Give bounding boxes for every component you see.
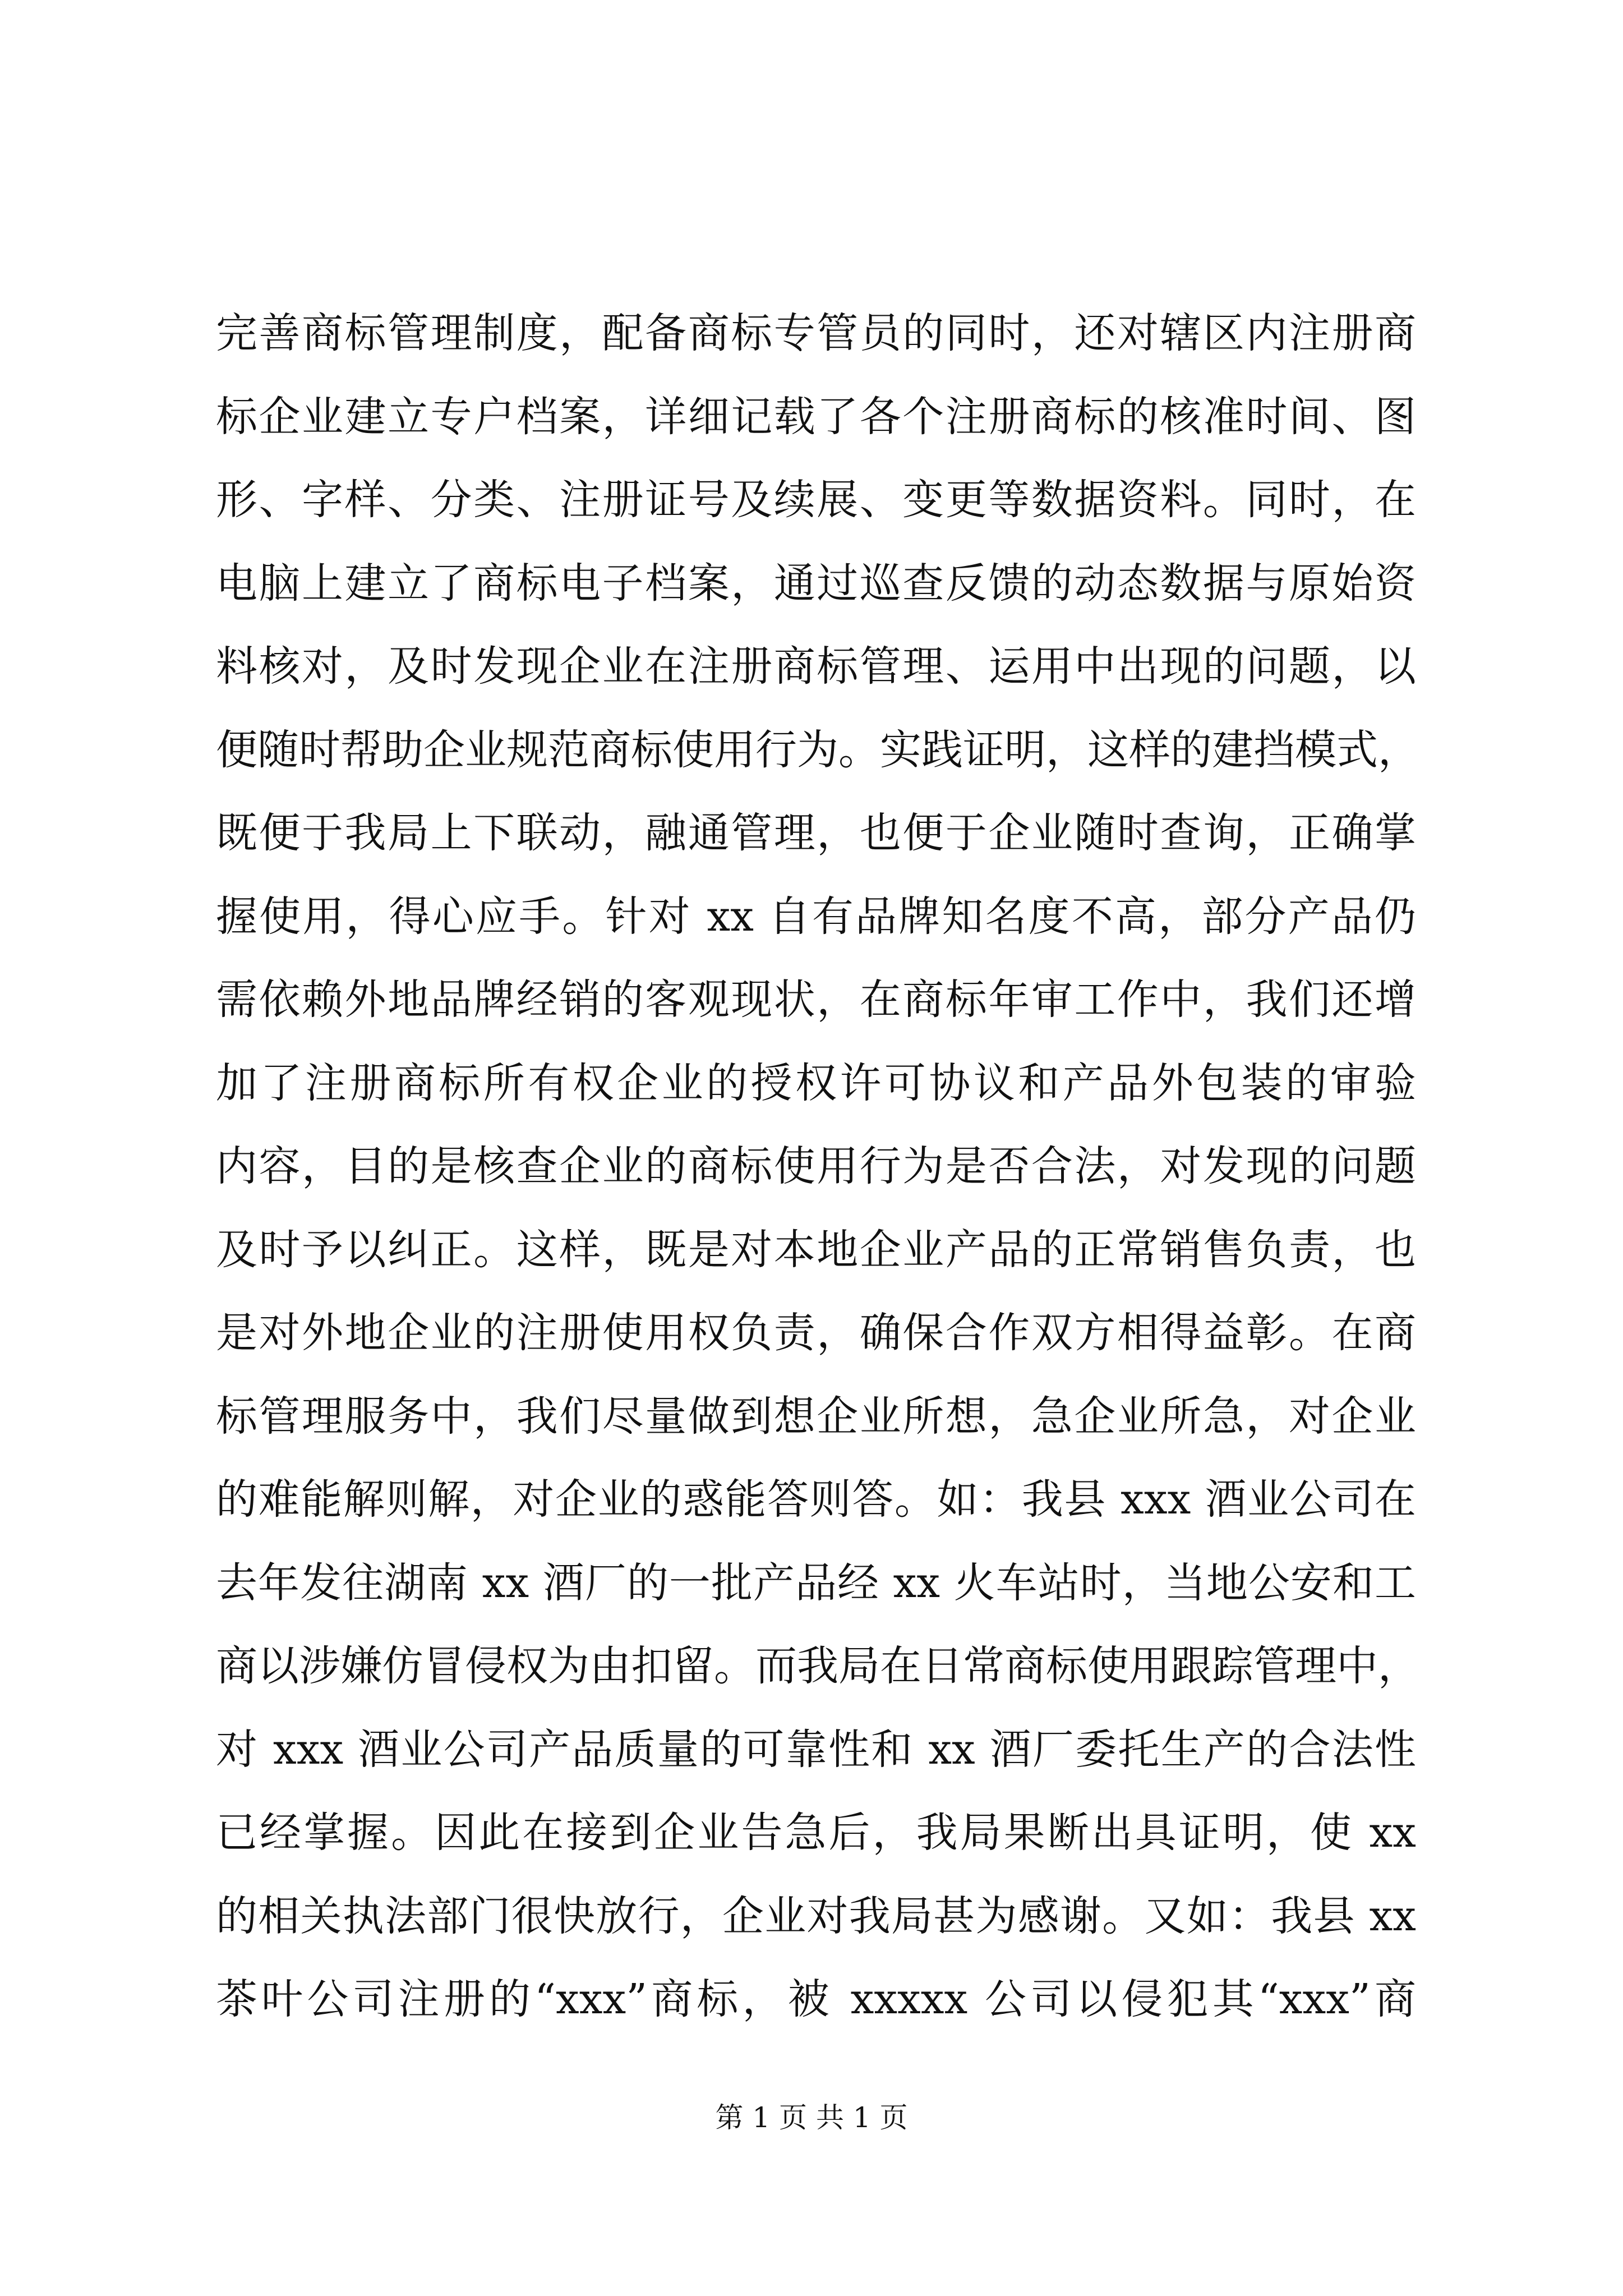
text-line: 是对外地企业的注册使用权负责，确保合作双方相得益彰。在商 (216, 1309, 1416, 1357)
text-line: 形、字样、分类、注册证号及续展、变更等数据资料。同时，在 (216, 476, 1416, 524)
text-line: 握使用，得心应手。针对 xx 自有品牌知名度不高，部分产品仍 (216, 892, 1416, 941)
text-line: 内容，目的是核查企业的商标使用行为是否合法，对发现的问题 (216, 1142, 1416, 1190)
text-line: 商以涉嫌仿冒侵权为由扣留。而我局在日常商标使用跟踪管理中， (216, 1642, 1419, 1690)
text-line: 标管理服务中，我们尽量做到想企业所想，急企业所急，对企业 (216, 1392, 1416, 1441)
text-line: 及时予以纠正。这样，既是对本地企业产品的正常销售负责，也 (216, 1225, 1416, 1274)
text-line: 茶叶公司注册的“xxx”商标，被 xxxxx 公司以侵犯其“xxx”商 (216, 1975, 1416, 2023)
text-line: 需依赖外地品牌经销的客观现状，在商标年审工作中，我们还增 (216, 976, 1416, 1024)
body-text (216, 292, 1419, 2041)
text-line: 加了注册商标所有权企业的授权许可协议和产品外包装的审验 (216, 1059, 1416, 1107)
text-line: 料核对，及时发现企业在注册商标管理、运用中出现的问题，以 (216, 642, 1416, 691)
text-line: 便随时帮助企业规范商标使用行为。实践证明，这样的建挡模式， (216, 725, 1419, 774)
text-line: 的难能解则解，对企业的惑能答则答。如：我县 xxx 酒业公司在 (216, 1475, 1416, 1524)
text-line: 对 xxx 酒业公司产品质量的可靠性和 xx 酒厂委托生产的合法性 (216, 1725, 1416, 1774)
text-line: 电脑上建立了商标电子档案，通过巡查反馈的动态数据与原始资 (216, 559, 1416, 608)
text-line: 标企业建立专户档案，详细记载了各个注册商标的核准时间、图 (216, 392, 1416, 441)
text-line: 已经掌握。因此在接到企业告急后，我局果断出具证明，使 xx (216, 1809, 1416, 1857)
text-line: 去年发往湖南 xx 酒厂的一批产品经 xx 火车站时，当地公安和工 (216, 1558, 1416, 1607)
text-line: 完善商标管理制度，配备商标专管员的同时，还对辖区内注册商 (216, 309, 1416, 357)
page-number-footer: 第 1 页 共 1 页 (715, 2101, 908, 2134)
text-line: 既便于我局上下联动，融通管理，也便于企业随时查询，正确掌 (216, 809, 1416, 857)
text-line: 的相关执法部门很快放行，企业对我局甚为感谢。又如：我县 xx (216, 1892, 1416, 1940)
